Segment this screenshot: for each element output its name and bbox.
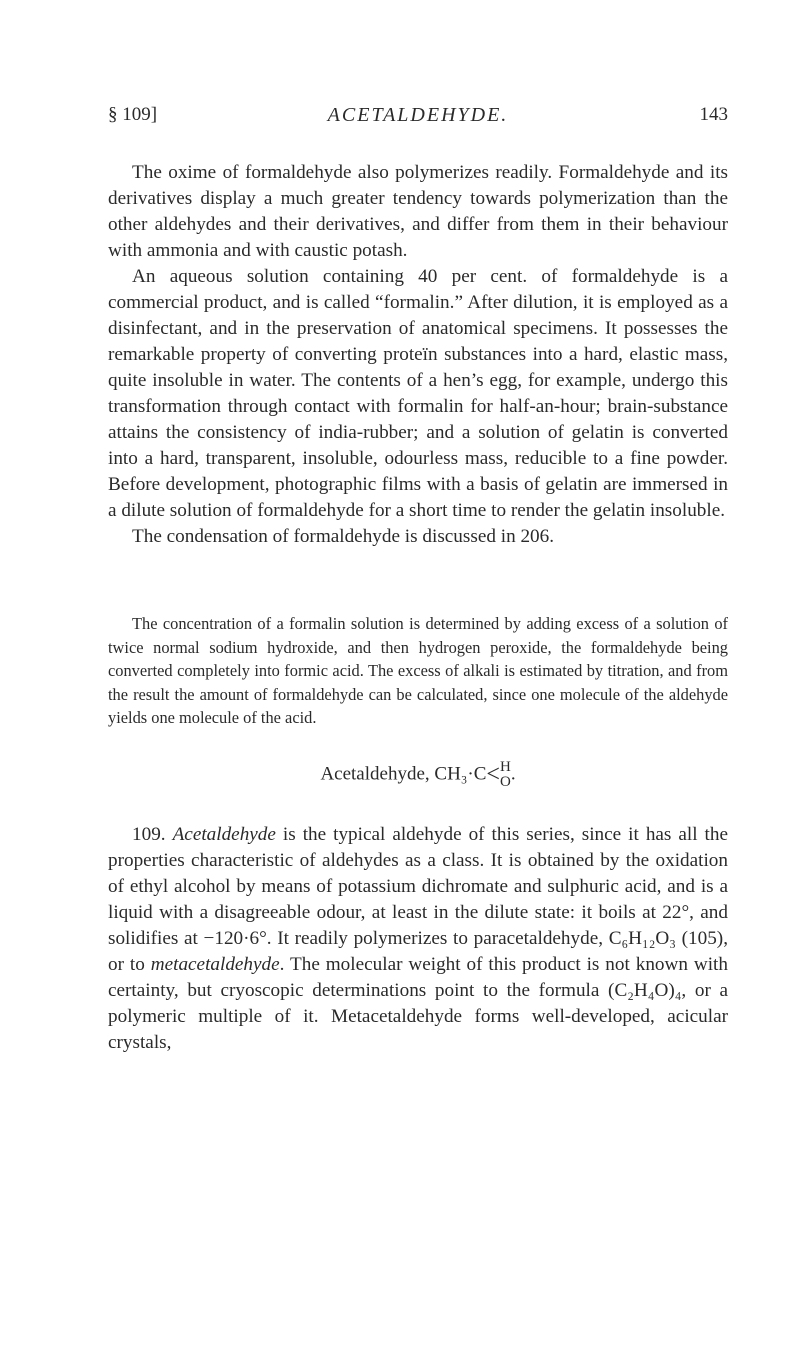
paragraph-109 bbox=[108, 822, 728, 1056]
page-number: 143 bbox=[699, 104, 728, 125]
section-marker: § 109] bbox=[108, 104, 158, 125]
section-number: 109. bbox=[132, 824, 166, 845]
paragraph-condensation: The condensation of formaldehyde is discussed in 206. bbox=[132, 526, 555, 547]
section-109-part1: is the typical aldehyde of this series, since it has all the properties characteristic of aldehydes as a class. It is obtained by the oxidation of ethyl alcohol by means of potassium dichromate and sulphuric acid, and is a liquid with a disagreeable odour, at least in the dilute state: it boils at 22°, and solidifies at −120·6°. It readily polymerizes to paracetaldehyde, C₆H₁₂O₃ (105), or to bbox=[108, 824, 728, 975]
acetaldehyde-formula-heading bbox=[108, 760, 728, 800]
small-print-note bbox=[108, 612, 728, 730]
running-title: ACETALDEHYDE. bbox=[327, 104, 509, 126]
section-109-part2: . The molecular weight of this product is not known with certainty, but cryoscopic determinations point to the formula (C₂H₄O)₄, or a polymeric multiple of it. Metacetaldehyde forms well-developed, acicular crystals, bbox=[108, 954, 728, 1053]
formula-name: Acetaldehyde, bbox=[320, 763, 430, 785]
main-text-block bbox=[108, 160, 728, 550]
paragraph-oxime: The oxime of formaldehyde also polymerizes readily. Formaldehyde and its derivatives display a much greater tendency towards polymerization than the other aldehydes and their derivatives, and differ from them in their behaviour with ammonia and with caustic potash. bbox=[108, 162, 728, 261]
formula-bracket: < bbox=[486, 761, 500, 788]
paragraph-concentration: The concentration of a formalin solution is determined by adding excess of a solution of twice normal sodium hydroxide, and then hydrogen peroxide, the formaldehyde being converted completely into formic acid. The excess of alkali is estimated by titration, and from the result the amount of formaldehyde can be calculated, since one molecule of the aldehyde yields one molecule of the acid. bbox=[108, 614, 728, 727]
paragraph-formalin: An aqueous solution containing 40 per cent. of formaldehyde is a commercial product, and is called “formalin.” After dilution, it is employed as a disinfectant, and in the preservation of anatomical specimens. It possesses the remarkable property of converting proteïn substances into a hard, elastic mass, quite insoluble in water. The contents of a hen’s egg, for example, undergo this transformation through contact with formalin for half-an-hour; brain-substance attains the consistency of india-rubber; and a solution of gelatin is converted into a hard, transparent, insoluble, odourless mass, reducible to a fine powder. Before development, photographic films with a basis of gelatin are immersed in a dilute solution of formaldehyde for a short time to render the gelatin insoluble. bbox=[108, 266, 728, 521]
formula-groups bbox=[500, 760, 511, 790]
section-109-text bbox=[108, 822, 728, 1056]
formula-upper: H bbox=[499, 759, 511, 775]
term-metacetaldehyde: metacetaldehyde bbox=[150, 954, 280, 975]
page-header bbox=[108, 104, 728, 134]
formula-expression: CH₃·C bbox=[434, 763, 487, 785]
formula-end: . bbox=[510, 763, 516, 785]
formula-lower: O bbox=[499, 774, 511, 790]
term-acetaldehyde: Acetaldehyde bbox=[172, 824, 276, 845]
